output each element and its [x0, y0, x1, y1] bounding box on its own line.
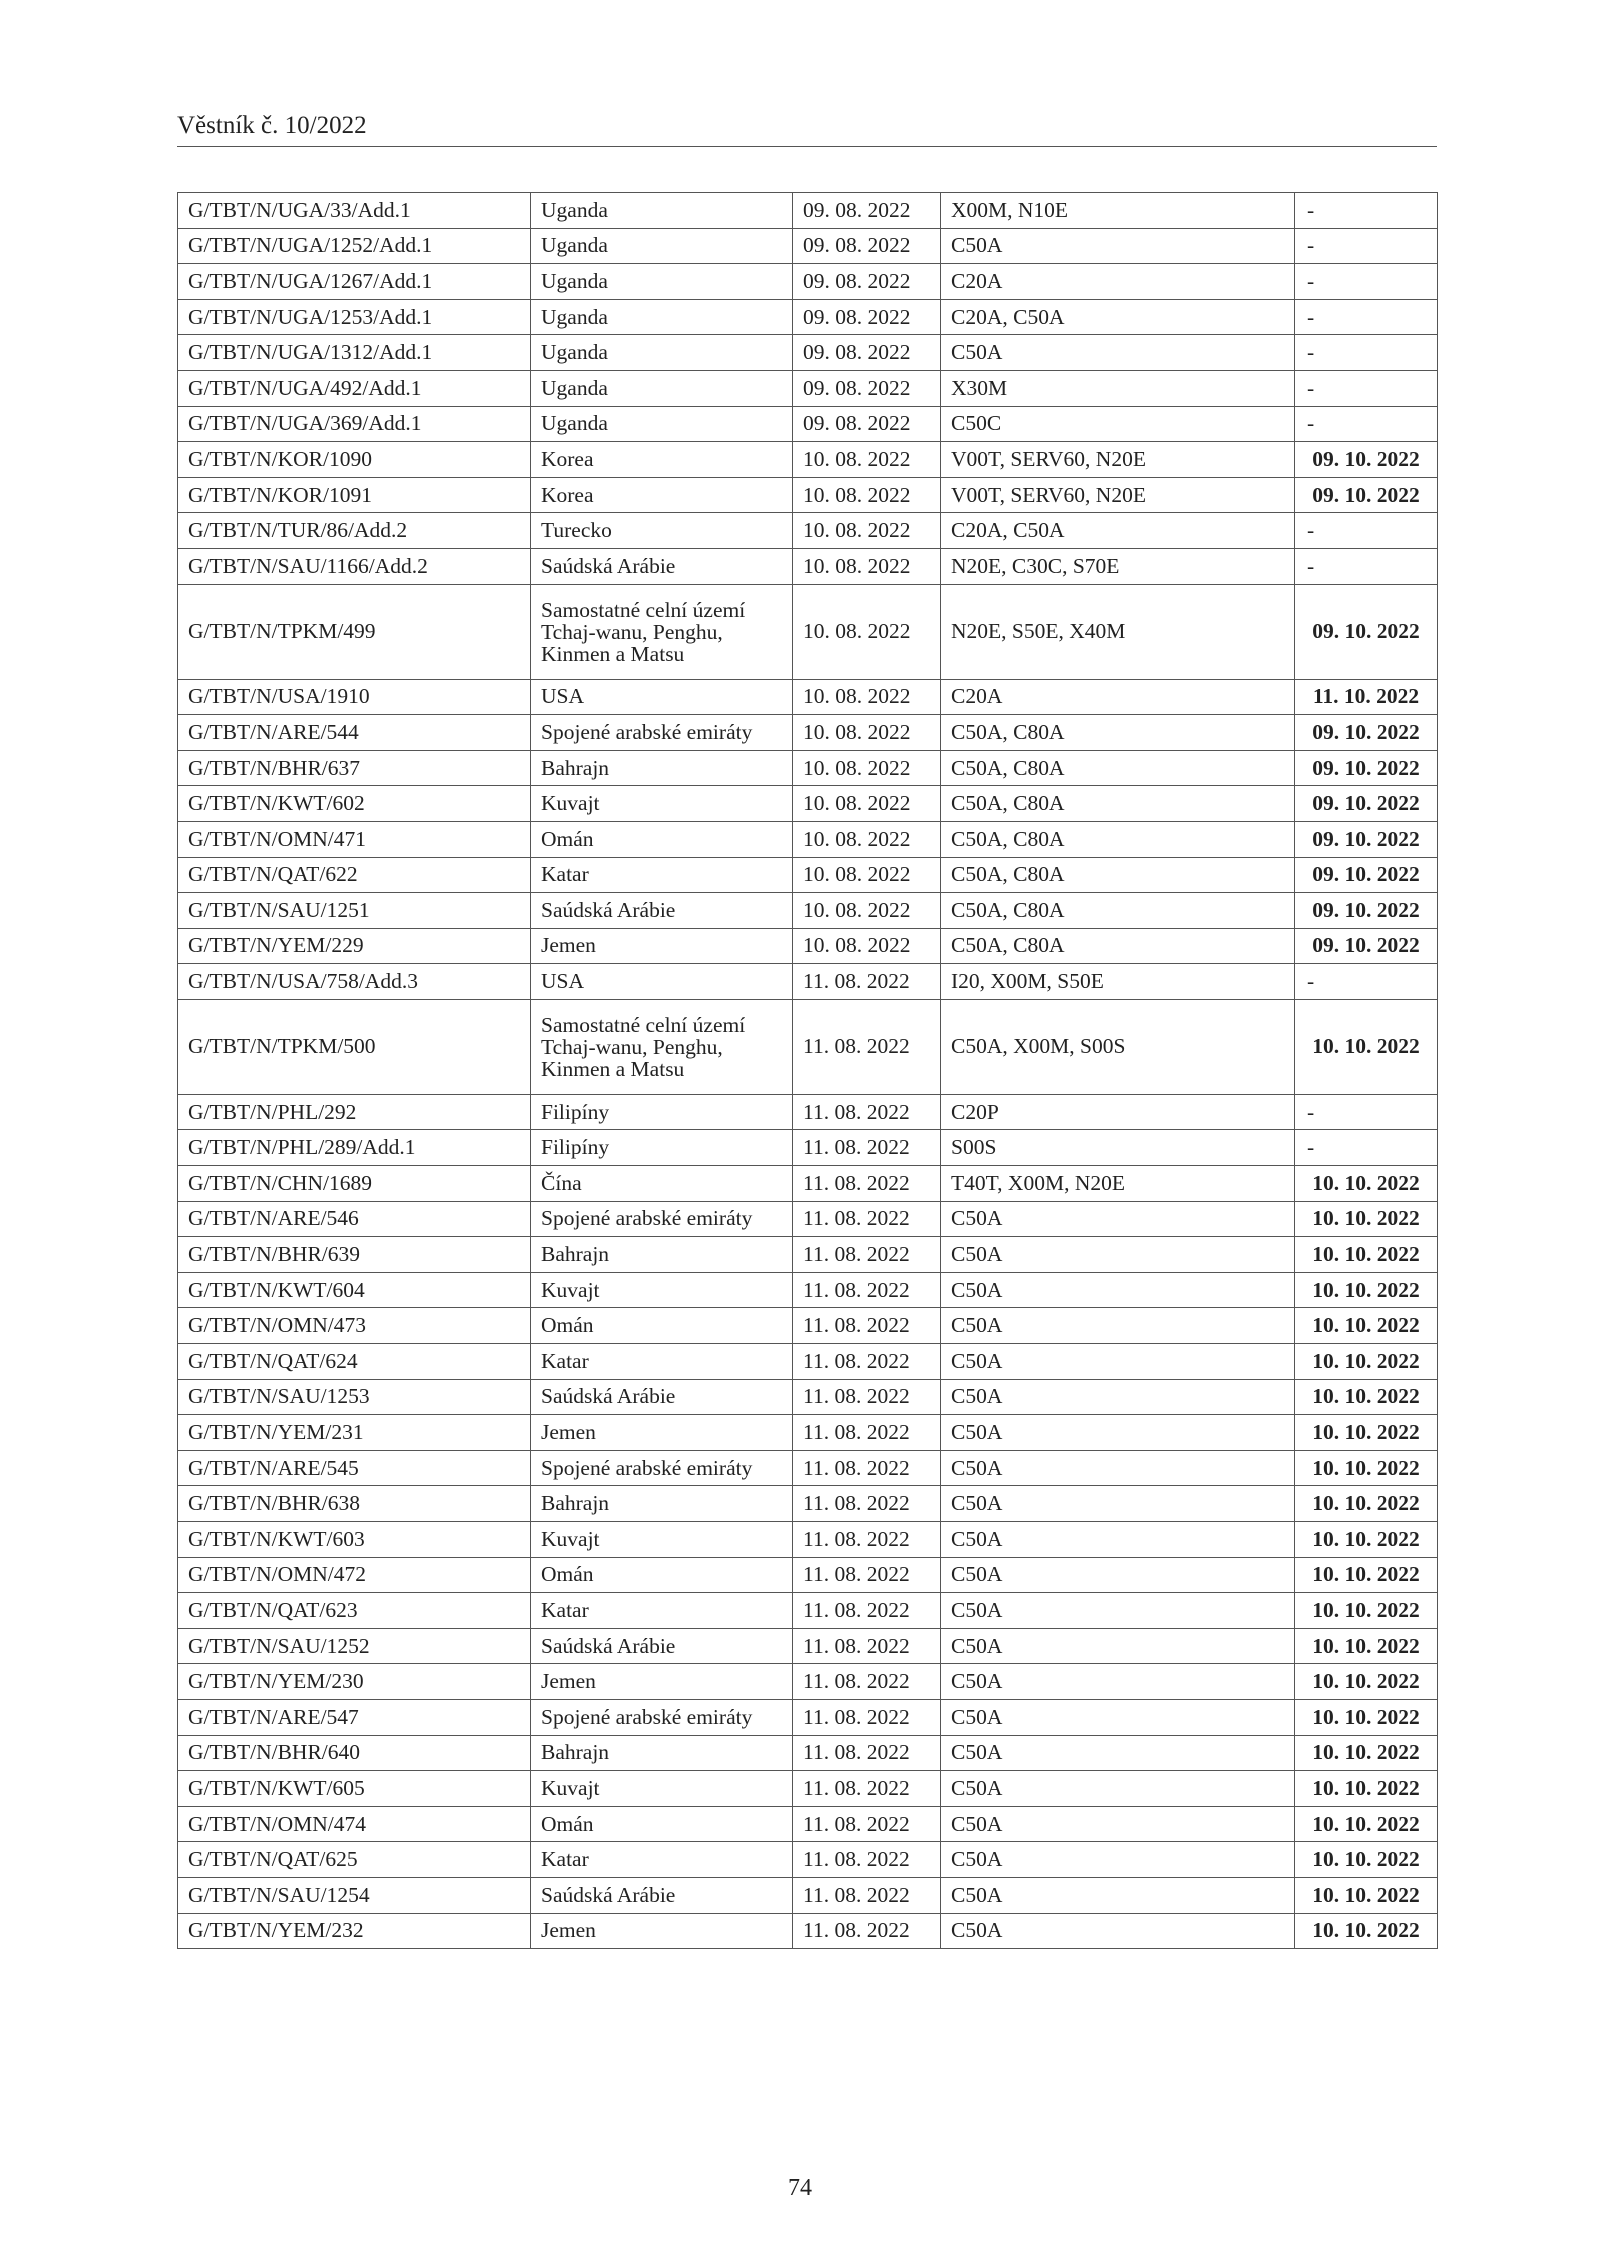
- ics-codes-cell: C50A, X00M, S00S: [941, 999, 1295, 1094]
- table-row: [178, 335, 1438, 371]
- table-row: [178, 893, 1438, 929]
- table-row: [178, 1628, 1438, 1664]
- table-row: [178, 406, 1438, 442]
- ics-codes-cell: C50A: [941, 1628, 1295, 1664]
- deadline-cell: 09. 10. 2022: [1295, 477, 1438, 513]
- deadline-cell: -: [1295, 513, 1438, 549]
- table-row: [178, 1166, 1438, 1202]
- ics-codes-cell: C50A: [941, 1842, 1295, 1878]
- country-cell: Filipíny: [531, 1130, 793, 1166]
- notification-symbol-cell: G/TBT/N/USA/758/Add.3: [178, 964, 531, 1000]
- table-row: [178, 928, 1438, 964]
- date-cell: 11. 08. 2022: [793, 1344, 941, 1380]
- country-cell: Saúdská Arábie: [531, 548, 793, 584]
- deadline-cell: 09. 10. 2022: [1295, 715, 1438, 751]
- deadline-cell: 09. 10. 2022: [1295, 584, 1438, 679]
- notification-symbol-cell: G/TBT/N/OMN/471: [178, 821, 531, 857]
- date-cell: 10. 08. 2022: [793, 857, 941, 893]
- country-cell: Kuvajt: [531, 786, 793, 822]
- ics-codes-cell: C50A: [941, 1664, 1295, 1700]
- date-cell: 10. 08. 2022: [793, 893, 941, 929]
- date-cell: 10. 08. 2022: [793, 584, 941, 679]
- table-row: [178, 1522, 1438, 1558]
- deadline-cell: 10. 10. 2022: [1295, 1877, 1438, 1913]
- deadline-cell: 10. 10. 2022: [1295, 1450, 1438, 1486]
- notification-symbol-cell: G/TBT/N/KOR/1090: [178, 442, 531, 478]
- deadline-cell: 10. 10. 2022: [1295, 1771, 1438, 1807]
- deadline-cell: 10. 10. 2022: [1295, 1628, 1438, 1664]
- date-cell: 10. 08. 2022: [793, 679, 941, 715]
- ics-codes-cell: C50A, C80A: [941, 750, 1295, 786]
- deadline-cell: 10. 10. 2022: [1295, 1913, 1438, 1949]
- country-cell: Bahrajn: [531, 1735, 793, 1771]
- notification-symbol-cell: G/TBT/N/ARE/546: [178, 1201, 531, 1237]
- table-row: [178, 477, 1438, 513]
- deadline-cell: 10. 10. 2022: [1295, 1201, 1438, 1237]
- notification-symbol-cell: G/TBT/N/KOR/1091: [178, 477, 531, 513]
- ics-codes-cell: C50A: [941, 1272, 1295, 1308]
- country-cell: Katar: [531, 1593, 793, 1629]
- notification-symbol-cell: G/TBT/N/ARE/547: [178, 1699, 531, 1735]
- deadline-cell: 11. 10. 2022: [1295, 679, 1438, 715]
- ics-codes-cell: C50C: [941, 406, 1295, 442]
- table-row: [178, 264, 1438, 300]
- date-cell: 09. 08. 2022: [793, 193, 941, 229]
- notification-symbol-cell: G/TBT/N/UGA/369/Add.1: [178, 406, 531, 442]
- deadline-cell: 10. 10. 2022: [1295, 1308, 1438, 1344]
- ics-codes-cell: C50A, C80A: [941, 715, 1295, 751]
- country-cell: Jemen: [531, 928, 793, 964]
- deadline-cell: 10. 10. 2022: [1295, 1557, 1438, 1593]
- deadline-cell: -: [1295, 548, 1438, 584]
- ics-codes-cell: C50A: [941, 1308, 1295, 1344]
- notification-symbol-cell: G/TBT/N/CHN/1689: [178, 1166, 531, 1202]
- date-cell: 11. 08. 2022: [793, 1201, 941, 1237]
- deadline-cell: -: [1295, 370, 1438, 406]
- country-cell: Spojené arabské emiráty: [531, 715, 793, 751]
- deadline-cell: 10. 10. 2022: [1295, 1379, 1438, 1415]
- notification-symbol-cell: G/TBT/N/OMN/472: [178, 1557, 531, 1593]
- country-cell: Uganda: [531, 264, 793, 300]
- country-cell: Saúdská Arábie: [531, 893, 793, 929]
- country-cell: Spojené arabské emiráty: [531, 1201, 793, 1237]
- notification-symbol-cell: G/TBT/N/YEM/230: [178, 1664, 531, 1700]
- table-row: [178, 228, 1438, 264]
- date-cell: 10. 08. 2022: [793, 442, 941, 478]
- table-row: [178, 1201, 1438, 1237]
- country-cell: USA: [531, 964, 793, 1000]
- notification-symbol-cell: G/TBT/N/ARE/545: [178, 1450, 531, 1486]
- country-cell: Katar: [531, 1842, 793, 1878]
- date-cell: 10. 08. 2022: [793, 715, 941, 751]
- notification-symbol-cell: G/TBT/N/BHR/640: [178, 1735, 531, 1771]
- date-cell: 11. 08. 2022: [793, 1379, 941, 1415]
- notification-symbol-cell: G/TBT/N/YEM/232: [178, 1913, 531, 1949]
- date-cell: 11. 08. 2022: [793, 1415, 941, 1451]
- ics-codes-cell: C50A, C80A: [941, 821, 1295, 857]
- date-cell: 11. 08. 2022: [793, 1628, 941, 1664]
- ics-codes-cell: C50A: [941, 228, 1295, 264]
- table-row: [178, 1486, 1438, 1522]
- page-header-title: Věstník č. 10/2022: [177, 112, 367, 139]
- notification-symbol-cell: G/TBT/N/SAU/1251: [178, 893, 531, 929]
- notification-symbol-cell: G/TBT/N/SAU/1252: [178, 1628, 531, 1664]
- notification-symbol-cell: G/TBT/N/QAT/622: [178, 857, 531, 893]
- notification-symbol-cell: G/TBT/N/UGA/1253/Add.1: [178, 299, 531, 335]
- date-cell: 11. 08. 2022: [793, 1735, 941, 1771]
- table-row: [178, 750, 1438, 786]
- deadline-cell: 10. 10. 2022: [1295, 1664, 1438, 1700]
- date-cell: 11. 08. 2022: [793, 1877, 941, 1913]
- ics-codes-cell: S00S: [941, 1130, 1295, 1166]
- table-row: [178, 1806, 1438, 1842]
- notification-symbol-cell: G/TBT/N/OMN/474: [178, 1806, 531, 1842]
- date-cell: 09. 08. 2022: [793, 370, 941, 406]
- ics-codes-cell: N20E, C30C, S70E: [941, 548, 1295, 584]
- deadline-cell: -: [1295, 299, 1438, 335]
- country-cell: Saúdská Arábie: [531, 1628, 793, 1664]
- notification-symbol-cell: G/TBT/N/SAU/1253: [178, 1379, 531, 1415]
- date-cell: 11. 08. 2022: [793, 1450, 941, 1486]
- date-cell: 10. 08. 2022: [793, 750, 941, 786]
- date-cell: 10. 08. 2022: [793, 786, 941, 822]
- table-row: [178, 679, 1438, 715]
- deadline-cell: 10. 10. 2022: [1295, 1272, 1438, 1308]
- ics-codes-cell: C50A: [941, 1699, 1295, 1735]
- notifications-table: [177, 192, 1438, 1949]
- ics-codes-cell: C50A: [941, 1201, 1295, 1237]
- date-cell: 11. 08. 2022: [793, 1913, 941, 1949]
- ics-codes-cell: X00M, N10E: [941, 193, 1295, 229]
- ics-codes-cell: C50A: [941, 1593, 1295, 1629]
- country-cell: Filipíny: [531, 1094, 793, 1130]
- deadline-cell: -: [1295, 228, 1438, 264]
- country-cell: Bahrajn: [531, 1237, 793, 1273]
- notification-symbol-cell: G/TBT/N/TUR/86/Add.2: [178, 513, 531, 549]
- ics-codes-cell: C50A: [941, 1450, 1295, 1486]
- date-cell: 11. 08. 2022: [793, 1237, 941, 1273]
- table-row: [178, 1272, 1438, 1308]
- table-row: [178, 299, 1438, 335]
- country-cell: Samostatné celní území Tchaj-wanu, Penghu, Kinmen a Matsu: [531, 584, 793, 679]
- ics-codes-cell: C20P: [941, 1094, 1295, 1130]
- table-row: [178, 1913, 1438, 1949]
- date-cell: 11. 08. 2022: [793, 1699, 941, 1735]
- ics-codes-cell: C50A: [941, 1913, 1295, 1949]
- date-cell: 11. 08. 2022: [793, 1272, 941, 1308]
- date-cell: 11. 08. 2022: [793, 1130, 941, 1166]
- notification-symbol-cell: G/TBT/N/QAT/625: [178, 1842, 531, 1878]
- country-cell: Kuvajt: [531, 1522, 793, 1558]
- country-cell: Omán: [531, 1308, 793, 1344]
- table-row: [178, 857, 1438, 893]
- ics-codes-cell: C50A: [941, 1735, 1295, 1771]
- ics-codes-cell: N20E, S50E, X40M: [941, 584, 1295, 679]
- ics-codes-cell: V00T, SERV60, N20E: [941, 477, 1295, 513]
- table-row: [178, 1699, 1438, 1735]
- table-row: [178, 1237, 1438, 1273]
- ics-codes-cell: C50A: [941, 1522, 1295, 1558]
- notification-symbol-cell: G/TBT/N/QAT/623: [178, 1593, 531, 1629]
- notification-symbol-cell: G/TBT/N/OMN/473: [178, 1308, 531, 1344]
- country-cell: Uganda: [531, 370, 793, 406]
- ics-codes-cell: C50A: [941, 1771, 1295, 1807]
- notification-symbol-cell: G/TBT/N/YEM/231: [178, 1415, 531, 1451]
- table-row: [178, 1664, 1438, 1700]
- ics-codes-cell: I20, X00M, S50E: [941, 964, 1295, 1000]
- ics-codes-cell: C20A: [941, 679, 1295, 715]
- country-cell: Spojené arabské emiráty: [531, 1699, 793, 1735]
- deadline-cell: 10. 10. 2022: [1295, 1593, 1438, 1629]
- table-row: [178, 370, 1438, 406]
- notification-symbol-cell: G/TBT/N/TPKM/499: [178, 584, 531, 679]
- deadline-cell: 10. 10. 2022: [1295, 1166, 1438, 1202]
- table-row: [178, 442, 1438, 478]
- table-row: [178, 1450, 1438, 1486]
- date-cell: 11. 08. 2022: [793, 1557, 941, 1593]
- date-cell: 11. 08. 2022: [793, 1166, 941, 1202]
- table-row: [178, 1415, 1438, 1451]
- country-cell: Uganda: [531, 299, 793, 335]
- country-cell: Saúdská Arábie: [531, 1379, 793, 1415]
- country-cell: Korea: [531, 477, 793, 513]
- country-cell: Omán: [531, 1806, 793, 1842]
- table-row: [178, 1771, 1438, 1807]
- ics-codes-cell: C50A, C80A: [941, 857, 1295, 893]
- table-row: [178, 513, 1438, 549]
- country-cell: Jemen: [531, 1664, 793, 1700]
- deadline-cell: -: [1295, 193, 1438, 229]
- table-row: [178, 548, 1438, 584]
- notification-symbol-cell: G/TBT/N/SAU/1254: [178, 1877, 531, 1913]
- ics-codes-cell: C50A: [941, 1237, 1295, 1273]
- date-cell: 10. 08. 2022: [793, 821, 941, 857]
- country-cell: Kuvajt: [531, 1771, 793, 1807]
- ics-codes-cell: T40T, X00M, N20E: [941, 1166, 1295, 1202]
- deadline-cell: 10. 10. 2022: [1295, 999, 1438, 1094]
- ics-codes-cell: C20A, C50A: [941, 299, 1295, 335]
- date-cell: 11. 08. 2022: [793, 1842, 941, 1878]
- notification-symbol-cell: G/TBT/N/KWT/602: [178, 786, 531, 822]
- date-cell: 11. 08. 2022: [793, 1771, 941, 1807]
- ics-codes-cell: V00T, SERV60, N20E: [941, 442, 1295, 478]
- notification-symbol-cell: G/TBT/N/KWT/605: [178, 1771, 531, 1807]
- country-cell: Kuvajt: [531, 1272, 793, 1308]
- deadline-cell: 09. 10. 2022: [1295, 821, 1438, 857]
- country-cell: Omán: [531, 821, 793, 857]
- deadline-cell: 09. 10. 2022: [1295, 442, 1438, 478]
- deadline-cell: 10. 10. 2022: [1295, 1699, 1438, 1735]
- date-cell: 09. 08. 2022: [793, 228, 941, 264]
- country-cell: Omán: [531, 1557, 793, 1593]
- country-cell: Čína: [531, 1166, 793, 1202]
- ics-codes-cell: C50A: [941, 1344, 1295, 1380]
- table-row: [178, 821, 1438, 857]
- deadline-cell: -: [1295, 1130, 1438, 1166]
- table-body: [178, 193, 1438, 1949]
- notification-symbol-cell: G/TBT/N/UGA/492/Add.1: [178, 370, 531, 406]
- deadline-cell: 09. 10. 2022: [1295, 857, 1438, 893]
- notification-symbol-cell: G/TBT/N/USA/1910: [178, 679, 531, 715]
- notification-symbol-cell: G/TBT/N/PHL/292: [178, 1094, 531, 1130]
- date-cell: 10. 08. 2022: [793, 548, 941, 584]
- date-cell: 10. 08. 2022: [793, 513, 941, 549]
- notification-symbol-cell: G/TBT/N/SAU/1166/Add.2: [178, 548, 531, 584]
- notification-symbol-cell: G/TBT/N/BHR/638: [178, 1486, 531, 1522]
- deadline-cell: 10. 10. 2022: [1295, 1842, 1438, 1878]
- date-cell: 11. 08. 2022: [793, 1094, 941, 1130]
- notification-symbol-cell: G/TBT/N/QAT/624: [178, 1344, 531, 1380]
- table-row: [178, 999, 1438, 1094]
- deadline-cell: 09. 10. 2022: [1295, 750, 1438, 786]
- table-row: [178, 715, 1438, 751]
- notification-symbol-cell: G/TBT/N/ARE/544: [178, 715, 531, 751]
- ics-codes-cell: C50A: [941, 1415, 1295, 1451]
- ics-codes-cell: C50A, C80A: [941, 893, 1295, 929]
- ics-codes-cell: C50A: [941, 1557, 1295, 1593]
- notification-symbol-cell: G/TBT/N/TPKM/500: [178, 999, 531, 1094]
- deadline-cell: 10. 10. 2022: [1295, 1735, 1438, 1771]
- date-cell: 11. 08. 2022: [793, 1664, 941, 1700]
- date-cell: 10. 08. 2022: [793, 928, 941, 964]
- notification-symbol-cell: G/TBT/N/KWT/603: [178, 1522, 531, 1558]
- ics-codes-cell: C20A: [941, 264, 1295, 300]
- country-cell: Spojené arabské emiráty: [531, 1450, 793, 1486]
- notification-symbol-cell: G/TBT/N/PHL/289/Add.1: [178, 1130, 531, 1166]
- page-number: 74: [788, 2175, 812, 2201]
- table-row: [178, 1877, 1438, 1913]
- header-divider: [177, 146, 1437, 147]
- deadline-cell: -: [1295, 264, 1438, 300]
- table-row: [178, 1379, 1438, 1415]
- deadline-cell: -: [1295, 1094, 1438, 1130]
- deadline-cell: 10. 10. 2022: [1295, 1237, 1438, 1273]
- table-row: [178, 1593, 1438, 1629]
- country-cell: Katar: [531, 1344, 793, 1380]
- table-row: [178, 786, 1438, 822]
- deadline-cell: -: [1295, 406, 1438, 442]
- table-row: [178, 1735, 1438, 1771]
- deadline-cell: 10. 10. 2022: [1295, 1806, 1438, 1842]
- table-row: [178, 1344, 1438, 1380]
- table-row: [178, 1842, 1438, 1878]
- ics-codes-cell: C50A: [941, 1877, 1295, 1913]
- deadline-cell: -: [1295, 964, 1438, 1000]
- country-cell: Uganda: [531, 406, 793, 442]
- notification-symbol-cell: G/TBT/N/KWT/604: [178, 1272, 531, 1308]
- notification-symbol-cell: G/TBT/N/BHR/637: [178, 750, 531, 786]
- deadline-cell: 10. 10. 2022: [1295, 1344, 1438, 1380]
- deadline-cell: 09. 10. 2022: [1295, 928, 1438, 964]
- notification-symbol-cell: G/TBT/N/UGA/1312/Add.1: [178, 335, 531, 371]
- date-cell: 11. 08. 2022: [793, 1308, 941, 1344]
- table-row: [178, 1094, 1438, 1130]
- table-row: [178, 193, 1438, 229]
- table-row: [178, 1130, 1438, 1166]
- deadline-cell: 10. 10. 2022: [1295, 1522, 1438, 1558]
- date-cell: 11. 08. 2022: [793, 1806, 941, 1842]
- country-cell: Katar: [531, 857, 793, 893]
- date-cell: 11. 08. 2022: [793, 1522, 941, 1558]
- ics-codes-cell: C50A, C80A: [941, 786, 1295, 822]
- notification-symbol-cell: G/TBT/N/UGA/1267/Add.1: [178, 264, 531, 300]
- country-cell: Uganda: [531, 228, 793, 264]
- table-row: [178, 1308, 1438, 1344]
- country-cell: Turecko: [531, 513, 793, 549]
- date-cell: 11. 08. 2022: [793, 999, 941, 1094]
- country-cell: Jemen: [531, 1913, 793, 1949]
- country-cell: Korea: [531, 442, 793, 478]
- deadline-cell: -: [1295, 335, 1438, 371]
- ics-codes-cell: C50A: [941, 1486, 1295, 1522]
- ics-codes-cell: C20A, C50A: [941, 513, 1295, 549]
- date-cell: 11. 08. 2022: [793, 1486, 941, 1522]
- country-cell: Uganda: [531, 193, 793, 229]
- notification-symbol-cell: G/TBT/N/UGA/33/Add.1: [178, 193, 531, 229]
- ics-codes-cell: C50A: [941, 1806, 1295, 1842]
- deadline-cell: 09. 10. 2022: [1295, 893, 1438, 929]
- date-cell: 11. 08. 2022: [793, 1593, 941, 1629]
- deadline-cell: 09. 10. 2022: [1295, 786, 1438, 822]
- notification-symbol-cell: G/TBT/N/BHR/639: [178, 1237, 531, 1273]
- country-cell: Samostatné celní území Tchaj-wanu, Penghu, Kinmen a Matsu: [531, 999, 793, 1094]
- date-cell: 09. 08. 2022: [793, 264, 941, 300]
- deadline-cell: 10. 10. 2022: [1295, 1486, 1438, 1522]
- country-cell: Saúdská Arábie: [531, 1877, 793, 1913]
- date-cell: 09. 08. 2022: [793, 335, 941, 371]
- date-cell: 09. 08. 2022: [793, 406, 941, 442]
- ics-codes-cell: C50A, C80A: [941, 928, 1295, 964]
- ics-codes-cell: X30M: [941, 370, 1295, 406]
- date-cell: 10. 08. 2022: [793, 477, 941, 513]
- deadline-cell: 10. 10. 2022: [1295, 1415, 1438, 1451]
- table-row: [178, 964, 1438, 1000]
- table-row: [178, 584, 1438, 679]
- country-cell: Bahrajn: [531, 1486, 793, 1522]
- date-cell: 11. 08. 2022: [793, 964, 941, 1000]
- country-cell: Uganda: [531, 335, 793, 371]
- notification-symbol-cell: G/TBT/N/YEM/229: [178, 928, 531, 964]
- notification-symbol-cell: G/TBT/N/UGA/1252/Add.1: [178, 228, 531, 264]
- country-cell: Jemen: [531, 1415, 793, 1451]
- date-cell: 09. 08. 2022: [793, 299, 941, 335]
- ics-codes-cell: C50A: [941, 335, 1295, 371]
- ics-codes-cell: C50A: [941, 1379, 1295, 1415]
- country-cell: Bahrajn: [531, 750, 793, 786]
- country-cell: USA: [531, 679, 793, 715]
- table-row: [178, 1557, 1438, 1593]
